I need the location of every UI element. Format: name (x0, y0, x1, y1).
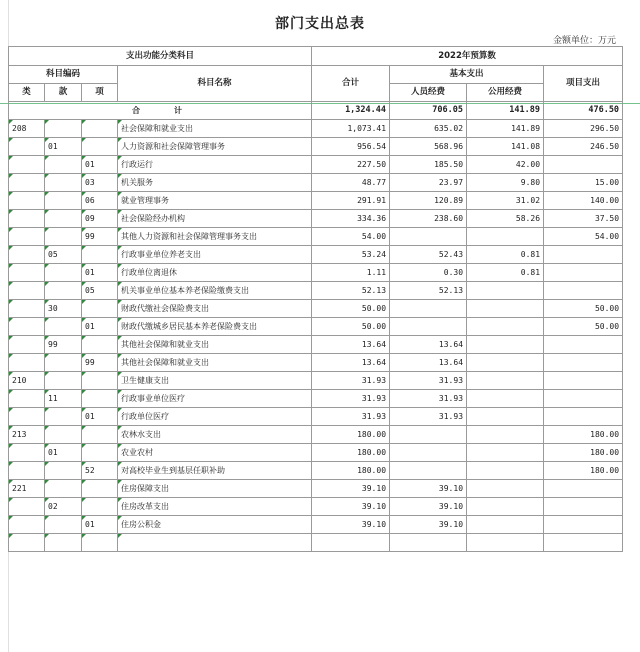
personnel-cell[interactable]: 635.02 (390, 120, 467, 138)
code-xiang-cell[interactable]: 09 (82, 210, 118, 228)
table-row (9, 228, 623, 246)
code-lei-cell[interactable] (9, 354, 45, 372)
total-cell[interactable]: 52.13 (312, 282, 390, 300)
project-cell[interactable] (544, 516, 623, 534)
public-cell[interactable] (467, 462, 544, 480)
code-lei-cell[interactable] (9, 516, 45, 534)
code-kuan-cell[interactable] (45, 156, 82, 174)
code-xiang-cell[interactable]: 01 (82, 516, 118, 534)
code-kuan-cell[interactable] (45, 282, 82, 300)
code-lei-cell[interactable] (9, 318, 45, 336)
header-name[interactable]: 科目名称 (118, 66, 312, 102)
project-cell[interactable]: 140.00 (544, 192, 623, 210)
personnel-cell[interactable]: 39.10 (390, 480, 467, 498)
code-kuan-cell[interactable] (45, 228, 82, 246)
personnel-cell[interactable] (390, 426, 467, 444)
header-lei[interactable]: 类 (9, 84, 45, 102)
personnel-cell[interactable]: 31.93 (390, 408, 467, 426)
item-name-cell[interactable]: 就业管理事务 (118, 192, 312, 210)
project-cell[interactable]: 180.00 (544, 426, 623, 444)
table-row (9, 480, 623, 498)
code-xiang-cell[interactable] (82, 300, 118, 318)
total-public[interactable]: 141.89 (467, 102, 544, 120)
table-row (9, 408, 623, 426)
personnel-cell[interactable]: 39.10 (390, 498, 467, 516)
table-row (9, 462, 623, 480)
personnel-cell[interactable]: 568.96 (390, 138, 467, 156)
total-cell[interactable]: 31.93 (312, 408, 390, 426)
code-lei-cell[interactable] (9, 210, 45, 228)
public-cell[interactable]: 141.08 (467, 138, 544, 156)
code-kuan-cell[interactable]: 01 (45, 444, 82, 462)
table-row (9, 516, 623, 534)
code-lei-cell[interactable] (9, 282, 45, 300)
project-cell[interactable] (544, 372, 623, 390)
project-cell[interactable] (544, 336, 623, 354)
table-row (9, 210, 623, 228)
item-name-cell[interactable]: 行政事业单位医疗 (118, 390, 312, 408)
code-lei-cell[interactable] (9, 228, 45, 246)
total-project[interactable]: 476.50 (544, 102, 623, 120)
public-cell[interactable] (467, 498, 544, 516)
public-cell[interactable]: 31.02 (467, 192, 544, 210)
table-row (9, 372, 623, 390)
table-row (9, 354, 623, 372)
code-kuan-cell[interactable] (45, 462, 82, 480)
total-cell[interactable]: 13.64 (312, 354, 390, 372)
table-row (9, 318, 623, 336)
header-total[interactable]: 合计 (312, 66, 390, 102)
code-kuan-cell[interactable] (45, 426, 82, 444)
project-cell[interactable]: 50.00 (544, 300, 623, 318)
table-row (9, 498, 623, 516)
code-xiang-cell[interactable]: 99 (82, 354, 118, 372)
public-cell[interactable]: 0.81 (467, 246, 544, 264)
project-cell[interactable] (544, 156, 623, 174)
total-cell[interactable]: 50.00 (312, 300, 390, 318)
item-name-cell[interactable]: 财政代缴城乡居民基本养老保险费支出 (118, 318, 312, 336)
personnel-cell[interactable]: 185.50 (390, 156, 467, 174)
public-cell[interactable] (467, 480, 544, 498)
project-cell[interactable]: 246.50 (544, 138, 623, 156)
item-name-cell[interactable]: 其他人力资源和社会保障管理事务支出 (118, 228, 312, 246)
table-row (9, 336, 623, 354)
code-xiang-cell[interactable] (82, 246, 118, 264)
code-kuan-cell[interactable]: 01 (45, 138, 82, 156)
table-row (9, 426, 623, 444)
item-name-cell[interactable]: 社会保险经办机构 (118, 210, 312, 228)
personnel-cell[interactable]: 238.60 (390, 210, 467, 228)
public-cell[interactable] (467, 372, 544, 390)
code-kuan-cell[interactable] (45, 354, 82, 372)
project-cell[interactable] (544, 282, 623, 300)
code-xiang-cell[interactable]: 99 (82, 228, 118, 246)
code-lei-cell[interactable] (9, 462, 45, 480)
total-cell[interactable]: 48.77 (312, 174, 390, 192)
code-xiang-cell[interactable] (82, 372, 118, 390)
item-name-cell[interactable]: 对高校毕业生到基层任职补助 (118, 462, 312, 480)
empty-cell[interactable] (9, 534, 45, 552)
code-kuan-cell[interactable]: 11 (45, 390, 82, 408)
total-amount[interactable]: 1,324.44 (312, 102, 390, 120)
item-name-cell[interactable]: 住房保障支出 (118, 480, 312, 498)
item-name-cell[interactable]: 农业农村 (118, 444, 312, 462)
header-project[interactable]: 项目支出 (544, 66, 623, 102)
public-cell[interactable] (467, 516, 544, 534)
table-row (9, 174, 623, 192)
code-lei-cell[interactable] (9, 408, 45, 426)
code-lei-cell[interactable] (9, 444, 45, 462)
code-lei-cell[interactable]: 210 (9, 372, 45, 390)
public-cell[interactable] (467, 444, 544, 462)
code-xiang-cell[interactable]: 01 (82, 318, 118, 336)
total-cell[interactable]: 31.93 (312, 390, 390, 408)
public-cell[interactable] (467, 354, 544, 372)
public-cell[interactable] (467, 426, 544, 444)
empty-cell[interactable] (544, 534, 623, 552)
item-name-cell[interactable]: 行政单位离退休 (118, 264, 312, 282)
code-lei-cell[interactable] (9, 498, 45, 516)
code-xiang-cell[interactable] (82, 120, 118, 138)
total-cell[interactable]: 31.93 (312, 372, 390, 390)
empty-cell[interactable] (82, 534, 118, 552)
table-row (9, 156, 623, 174)
header-personnel[interactable]: 人员经费 (390, 84, 467, 102)
table-row (9, 300, 623, 318)
code-lei-cell[interactable] (9, 390, 45, 408)
code-kuan-cell[interactable]: 30 (45, 300, 82, 318)
table-row (9, 282, 623, 300)
item-name-cell[interactable]: 农林水支出 (118, 426, 312, 444)
total-cell[interactable]: 180.00 (312, 462, 390, 480)
table-row (9, 264, 623, 282)
personnel-cell[interactable] (390, 318, 467, 336)
table-row (9, 192, 623, 210)
code-xiang-cell[interactable]: 06 (82, 192, 118, 210)
personnel-cell[interactable] (390, 228, 467, 246)
empty-cell[interactable] (312, 534, 390, 552)
header-row-1 (9, 47, 623, 66)
code-xiang-cell[interactable] (82, 498, 118, 516)
project-cell[interactable]: 15.00 (544, 174, 623, 192)
code-xiang-cell[interactable] (82, 444, 118, 462)
table-row (9, 246, 623, 264)
table-row (9, 138, 623, 156)
code-xiang-cell[interactable] (82, 426, 118, 444)
item-name-cell[interactable]: 行政单位医疗 (118, 408, 312, 426)
total-cell[interactable]: 956.54 (312, 138, 390, 156)
project-cell[interactable] (544, 354, 623, 372)
header-kuan[interactable]: 款 (45, 84, 82, 102)
total-label[interactable]: 合 计 (9, 102, 312, 120)
code-kuan-cell[interactable] (45, 408, 82, 426)
project-cell[interactable] (544, 264, 623, 282)
personnel-cell[interactable]: 0.30 (390, 264, 467, 282)
header-category[interactable]: 支出功能分类科目 (9, 47, 312, 66)
total-cell[interactable]: 54.00 (312, 228, 390, 246)
public-cell[interactable] (467, 228, 544, 246)
personnel-cell[interactable] (390, 300, 467, 318)
total-cell[interactable]: 334.36 (312, 210, 390, 228)
code-xiang-cell[interactable] (82, 480, 118, 498)
total-cell[interactable]: 1,073.41 (312, 120, 390, 138)
total-cell[interactable]: 13.64 (312, 336, 390, 354)
personnel-cell[interactable]: 120.89 (390, 192, 467, 210)
code-kuan-cell[interactable]: 05 (45, 246, 82, 264)
item-name-cell[interactable]: 人力资源和社会保障管理事务 (118, 138, 312, 156)
public-cell[interactable]: 42.00 (467, 156, 544, 174)
code-kuan-cell[interactable] (45, 174, 82, 192)
code-lei-cell[interactable] (9, 192, 45, 210)
total-cell[interactable]: 180.00 (312, 426, 390, 444)
item-name-cell[interactable]: 行政运行 (118, 156, 312, 174)
personnel-cell[interactable]: 13.64 (390, 336, 467, 354)
header-year-budget[interactable]: 2022年预算数 (312, 47, 623, 66)
code-lei-cell[interactable] (9, 174, 45, 192)
personnel-cell[interactable]: 39.10 (390, 516, 467, 534)
empty-cell[interactable] (118, 534, 312, 552)
expenditure-table (8, 46, 623, 552)
page-title: 部门支出总表 (275, 16, 365, 32)
code-xiang-cell[interactable]: 52 (82, 462, 118, 480)
empty-cell[interactable] (467, 534, 544, 552)
item-name-cell[interactable]: 住房改革支出 (118, 498, 312, 516)
item-name-cell[interactable]: 其他社会保障和就业支出 (118, 354, 312, 372)
currency-unit: 金额单位：万元 (552, 36, 616, 46)
code-lei-cell[interactable] (9, 246, 45, 264)
table-row (9, 390, 623, 408)
total-row (9, 102, 623, 120)
total-cell[interactable]: 1.11 (312, 264, 390, 282)
code-kuan-cell[interactable] (45, 264, 82, 282)
code-xiang-cell[interactable] (82, 390, 118, 408)
project-cell[interactable] (544, 408, 623, 426)
header-code[interactable]: 科目编码 (9, 66, 118, 84)
header-public[interactable]: 公用经费 (467, 84, 544, 102)
code-xiang-cell[interactable]: 01 (82, 408, 118, 426)
header-basic[interactable]: 基本支出 (390, 66, 544, 84)
public-cell[interactable]: 0.81 (467, 264, 544, 282)
code-xiang-cell[interactable]: 01 (82, 156, 118, 174)
project-cell[interactable] (544, 246, 623, 264)
item-name-cell[interactable]: 住房公积金 (118, 516, 312, 534)
code-kuan-cell[interactable]: 99 (45, 336, 82, 354)
code-kuan-cell[interactable] (45, 372, 82, 390)
header-xiang[interactable]: 项 (82, 84, 118, 102)
item-name-cell[interactable]: 机关事业单位基本养老保险缴费支出 (118, 282, 312, 300)
item-name-cell[interactable]: 行政事业单位养老支出 (118, 246, 312, 264)
code-xiang-cell[interactable]: 01 (82, 264, 118, 282)
project-cell[interactable]: 50.00 (544, 318, 623, 336)
public-cell[interactable] (467, 282, 544, 300)
code-xiang-cell[interactable]: 05 (82, 282, 118, 300)
personnel-cell[interactable] (390, 444, 467, 462)
total-cell[interactable]: 39.10 (312, 480, 390, 498)
project-cell[interactable]: 54.00 (544, 228, 623, 246)
project-cell[interactable] (544, 498, 623, 516)
total-cell[interactable]: 291.91 (312, 192, 390, 210)
code-lei-cell[interactable] (9, 156, 45, 174)
personnel-cell[interactable]: 13.64 (390, 354, 467, 372)
code-xiang-cell[interactable] (82, 138, 118, 156)
code-kuan-cell[interactable] (45, 210, 82, 228)
item-name-cell[interactable]: 社会保障和就业支出 (118, 120, 312, 138)
code-kuan-cell[interactable] (45, 318, 82, 336)
project-cell[interactable]: 37.50 (544, 210, 623, 228)
public-cell[interactable]: 141.89 (467, 120, 544, 138)
total-cell[interactable]: 227.50 (312, 156, 390, 174)
code-kuan-cell[interactable]: 02 (45, 498, 82, 516)
project-cell[interactable]: 180.00 (544, 444, 623, 462)
code-lei-cell[interactable] (9, 138, 45, 156)
personnel-cell[interactable]: 23.97 (390, 174, 467, 192)
project-cell[interactable]: 296.50 (544, 120, 623, 138)
item-name-cell[interactable]: 其他社会保障和就业支出 (118, 336, 312, 354)
code-kuan-cell[interactable] (45, 192, 82, 210)
total-cell[interactable]: 50.00 (312, 318, 390, 336)
empty-cell[interactable] (45, 534, 82, 552)
personnel-cell[interactable]: 31.93 (390, 372, 467, 390)
project-cell[interactable] (544, 390, 623, 408)
public-cell[interactable] (467, 390, 544, 408)
total-cell[interactable]: 39.10 (312, 498, 390, 516)
total-personnel[interactable]: 706.05 (390, 102, 467, 120)
item-name-cell[interactable]: 机关服务 (118, 174, 312, 192)
code-kuan-cell[interactable] (45, 480, 82, 498)
project-cell[interactable] (544, 480, 623, 498)
code-kuan-cell[interactable] (45, 120, 82, 138)
item-name-cell[interactable]: 卫生健康支出 (118, 372, 312, 390)
table-row (9, 120, 623, 138)
personnel-cell[interactable]: 52.13 (390, 282, 467, 300)
empty-cell[interactable] (390, 534, 467, 552)
code-lei-cell[interactable]: 221 (9, 480, 45, 498)
code-lei-cell[interactable] (9, 264, 45, 282)
personnel-cell[interactable]: 52.43 (390, 246, 467, 264)
code-kuan-cell[interactable] (45, 516, 82, 534)
code-lei-cell[interactable]: 213 (9, 426, 45, 444)
code-lei-cell[interactable]: 208 (9, 120, 45, 138)
empty-row (9, 534, 623, 552)
code-xiang-cell[interactable] (82, 336, 118, 354)
code-lei-cell[interactable] (9, 300, 45, 318)
header-row-2 (9, 66, 623, 84)
project-cell[interactable]: 180.00 (544, 462, 623, 480)
total-cell[interactable]: 180.00 (312, 444, 390, 462)
public-cell[interactable] (467, 408, 544, 426)
table-row (9, 444, 623, 462)
item-name-cell[interactable]: 财政代缴社会保险费支出 (118, 300, 312, 318)
public-cell[interactable]: 58.26 (467, 210, 544, 228)
total-cell[interactable]: 39.10 (312, 516, 390, 534)
public-cell[interactable] (467, 336, 544, 354)
code-lei-cell[interactable] (9, 336, 45, 354)
public-cell[interactable]: 9.80 (467, 174, 544, 192)
public-cell[interactable] (467, 318, 544, 336)
personnel-cell[interactable] (390, 462, 467, 480)
total-cell[interactable]: 53.24 (312, 246, 390, 264)
public-cell[interactable] (467, 300, 544, 318)
code-xiang-cell[interactable]: 03 (82, 174, 118, 192)
personnel-cell[interactable]: 31.93 (390, 390, 467, 408)
